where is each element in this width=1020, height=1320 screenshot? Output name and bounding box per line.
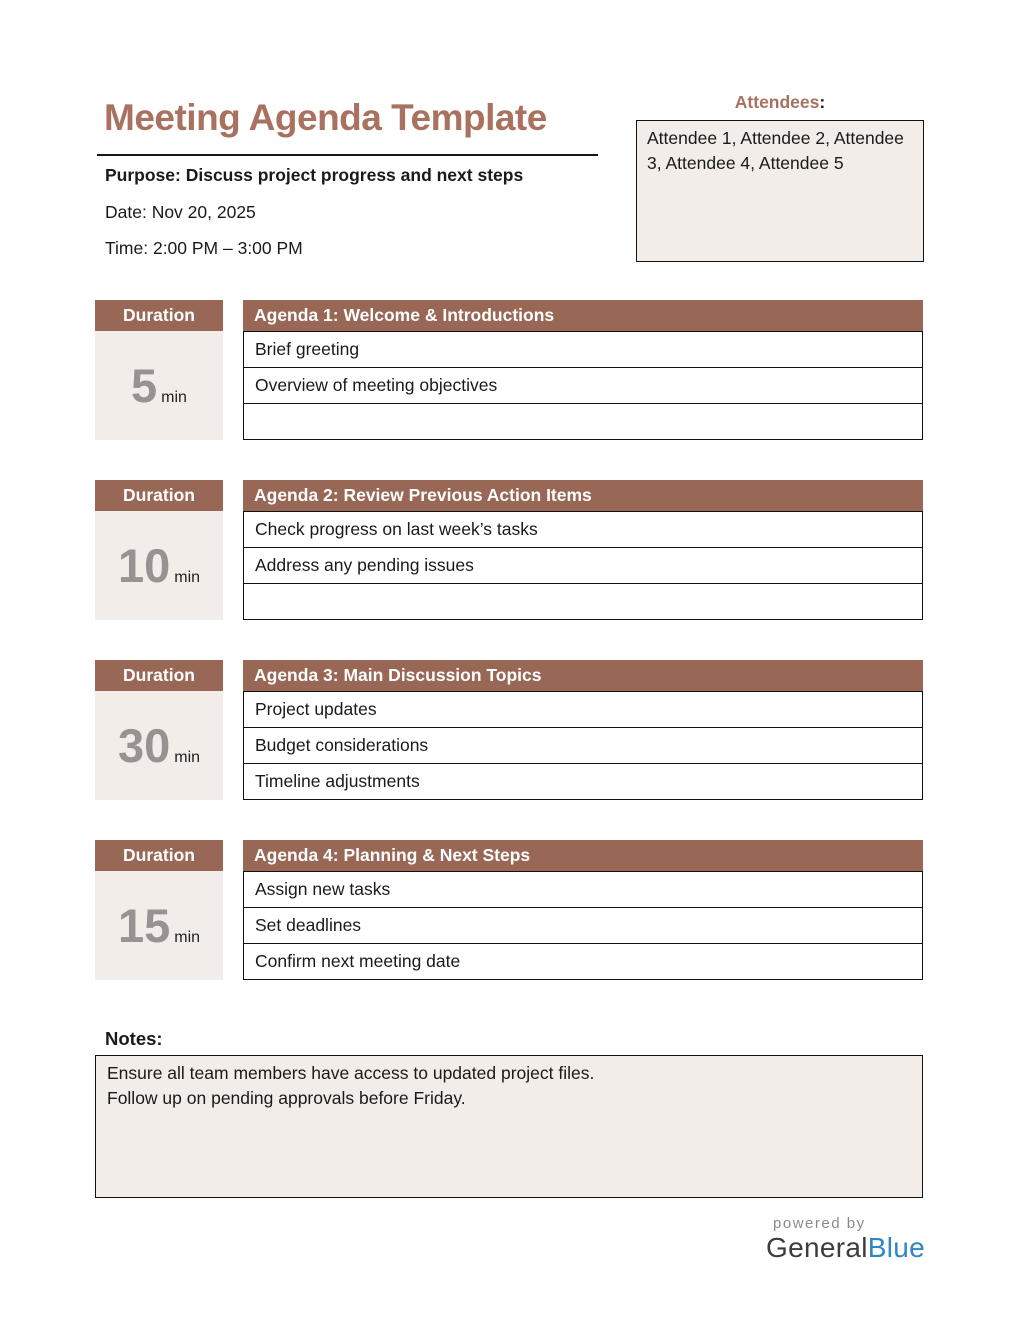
duration-unit: min [174, 929, 201, 946]
brand-general-text: General [766, 1232, 868, 1263]
agenda-section-1 [95, 300, 923, 440]
agenda-row: Check progress on last week’s tasks [244, 512, 922, 548]
agenda-row: Address any pending issues [244, 548, 922, 584]
agenda-rows [243, 691, 923, 800]
general-blue-logo [766, 1233, 925, 1264]
agenda-row: Budget considerations [244, 728, 922, 764]
agenda-table [243, 480, 923, 620]
duration-body [95, 511, 223, 620]
duration-body [95, 331, 223, 440]
attendees-label [636, 92, 924, 113]
attendees-box: Attendee 1, Attendee 2, Attendee 3, Attendee 4, Attendee 5 [636, 120, 924, 262]
agenda-table [243, 660, 923, 800]
agenda-section-title: Agenda 2: Review Previous Action Items [243, 480, 923, 511]
duration-value [117, 899, 201, 952]
agenda-row [244, 584, 922, 619]
agenda-row: Overview of meeting objectives [244, 368, 922, 404]
agenda-rows [243, 331, 923, 440]
agenda-row: Project updates [244, 692, 922, 728]
brand-footer [766, 1215, 925, 1264]
agenda-row: Timeline adjustments [244, 764, 922, 799]
duration-body [95, 871, 223, 980]
agenda-table [243, 840, 923, 980]
duration-number: 30 [117, 719, 171, 772]
agenda-table [243, 300, 923, 440]
duration-unit: min [161, 389, 187, 406]
agenda-row: Confirm next meeting date [244, 944, 922, 979]
agenda-section-3 [95, 660, 923, 800]
duration-value [117, 539, 201, 592]
notes-label: Notes: [105, 1028, 163, 1049]
duration-unit: min [174, 569, 201, 586]
agenda-section-4 [95, 840, 923, 980]
agenda-section-2 [95, 480, 923, 620]
agenda-section-title: Agenda 1: Welcome & Introductions [243, 300, 923, 331]
meeting-time: Time: 2:00 PM – 3:00 PM [105, 238, 303, 258]
duration-number: 10 [117, 539, 171, 592]
notes-line: Follow up on pending approvals before Friday. [107, 1087, 466, 1108]
duration-number: 15 [117, 899, 171, 952]
agenda-rows [243, 511, 923, 620]
agenda-row: Set deadlines [244, 908, 922, 944]
duration-body [95, 691, 223, 800]
agenda-section-title: Agenda 3: Main Discussion Topics [243, 660, 923, 691]
notes-line: Ensure all team members have access to updated project files. [107, 1063, 595, 1083]
duration-value [117, 719, 201, 772]
brand-blue-text: Blue [867, 1232, 925, 1263]
title-divider [97, 154, 598, 156]
duration-number: 5 [131, 359, 158, 412]
attendees-label-text: Attendees [734, 92, 820, 112]
duration-value [131, 359, 187, 412]
duration-column [95, 300, 223, 440]
agenda-section-title: Agenda 4: Planning & Next Steps [243, 840, 923, 871]
duration-column [95, 660, 223, 800]
duration-column [95, 480, 223, 620]
meeting-purpose: Purpose: Discuss project progress and next steps [105, 165, 524, 185]
duration-header: Duration [95, 300, 223, 331]
duration-header: Duration [95, 480, 223, 511]
agenda-row: Assign new tasks [244, 872, 922, 908]
duration-unit: min [174, 749, 201, 766]
agenda-rows [243, 871, 923, 980]
duration-header: Duration [95, 840, 223, 871]
duration-column [95, 840, 223, 980]
page-title: Meeting Agenda Template [104, 97, 547, 138]
duration-header: Duration [95, 660, 223, 691]
powered-by-text: powered by [773, 1215, 866, 1232]
agenda-row [244, 404, 922, 439]
attendees-label-colon: : [819, 92, 826, 112]
agenda-row: Brief greeting [244, 332, 922, 368]
notes-box [95, 1055, 923, 1198]
meeting-date: Date: Nov 20, 2025 [105, 202, 256, 222]
